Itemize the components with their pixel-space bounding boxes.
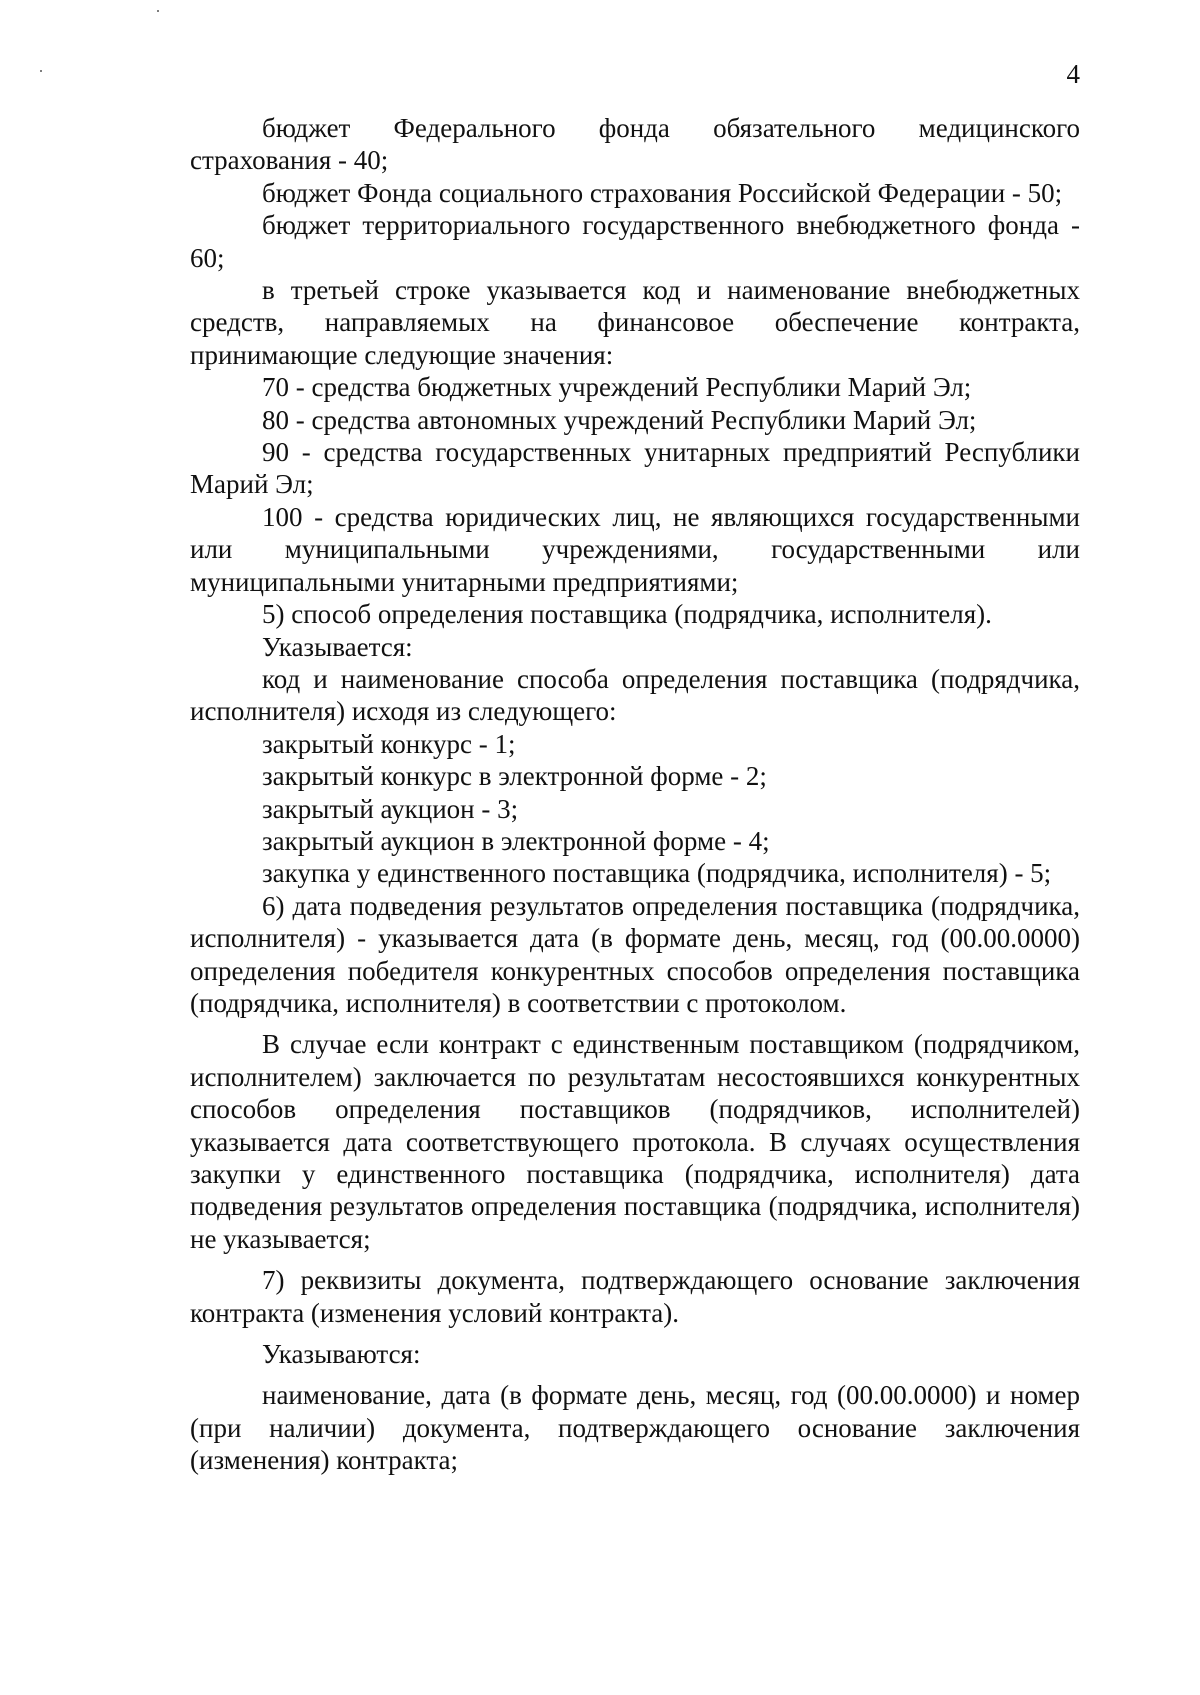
paragraph-indicated: Указывается: (262, 631, 413, 662)
paragraph-territorial-fund-budget: бюджет территориального государственного внебюджетного фонда - 60; (190, 210, 1080, 273)
page-number: 4 (1066, 59, 1080, 89)
paragraph-single-supplier-case: В случае если контракт с единственным поставщиком (подрядчиком, исполнителем) заключается по результатам несостоявшихся конкурентных способов определения поставщиков (подрядчиков, исполнителей) указывается дата соответствующего протокола. В случаях осуществления закупки у единственного поставщика (подрядчика, исполнителя) дата подведения результатов определения поставщика (подрядчика, исполнителя) не указывается; (190, 1029, 1080, 1254)
paragraph-item-7: 7) реквизиты документа, подтверждающего основание заключения контракта (изменения условий контракта). (190, 1265, 1080, 1328)
paragraph-method-code-intro: код и наименование способа определения поставщика (подрядчика, исполнителя) исходя из следующего: (190, 663, 1080, 727)
paragraph-method-3: закрытый аукцион - 3; (262, 793, 519, 824)
paragraph-method-2: закрытый конкурс в электронной форме - 2; (262, 761, 767, 792)
paragraph-method-5: закупка у единственного поставщика (подрядчика, исполнителя) - 5; (262, 858, 1052, 889)
scan-speck (40, 70, 42, 72)
paragraph-code-100: 100 - средства юридических лиц, не являющихся государственными или муниципальными учреждениями, государственными или муниципальными унитарными предприятиями; (190, 501, 1080, 597)
paragraph-fss-budget: бюджет Фонда социального страхования Российской Федерации - 50; (262, 177, 1063, 208)
document-body (190, 112, 1080, 1477)
paragraph-code-90: 90 - средства государственных унитарных предприятий Республики Марий Эл; (190, 437, 1080, 500)
paragraph-third-line-intro: в третьей строке указывается код и наименование внебюджетных средств, направляемых на финансовое обеспечение контракта, принимающие следующие значения: (190, 275, 1080, 370)
paragraph-code-80: 80 - средства автономных учреждений Республики Марий Эл; (262, 404, 977, 435)
paragraph-document-details: наименование, дата (в формате день, месяц, год (00.00.0000) и номер (при наличии) документа, подтверждающего основание заключения (изменения) контракта; (190, 1380, 1080, 1476)
paragraph-method-4: закрытый аукцион в электронной форме - 4; (262, 825, 770, 856)
paragraph-indicated-plural: Указываются: (262, 1339, 421, 1370)
paragraph-item-6: 6) дата подведения результатов определения поставщика (подрядчика, исполнителя) - указывается дата (в формате день, месяц, год (00.00.0000) определения победителя конкурентных способов определения поставщика (подрядчика, исполнителя) в соответствии с протоколом. (190, 890, 1080, 1018)
scan-speck (157, 10, 159, 12)
paragraph-method-1: закрытый конкурс - 1; (262, 728, 516, 759)
paragraph-ffoms-budget: бюджет Федерального фонда обязательного медицинского страхования - 40; (190, 113, 1080, 176)
paragraph-code-70: 70 - средства бюджетных учреждений Республики Марий Эл; (262, 372, 972, 403)
paragraph-item-5-heading: 5) способ определения поставщика (подрядчика, исполнителя). (262, 599, 992, 630)
